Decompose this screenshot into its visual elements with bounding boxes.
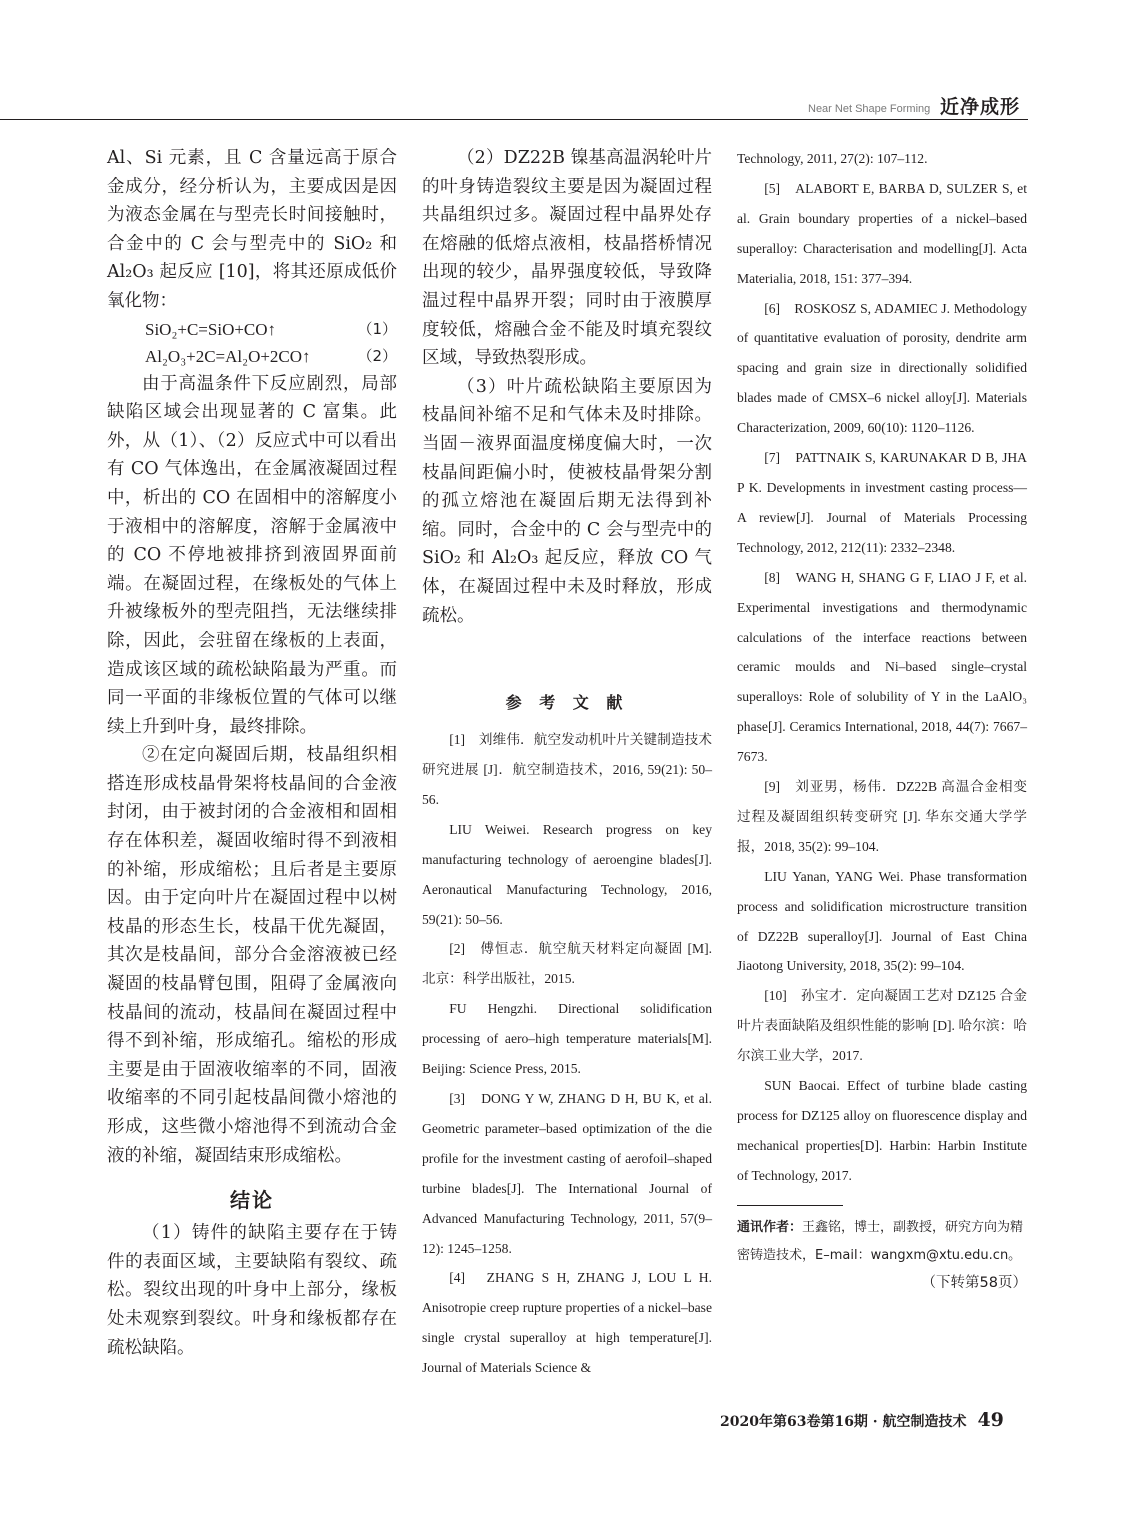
column-3 [737, 144, 1027, 1296]
page-footer [720, 1409, 1004, 1431]
reference-3: [3] DONG Y W, ZHANG D H, BU K, et al. Geometric parameter–based optimization of the die profile for the investment casting of aerofoil–shaped turbine blades[J]. The International Journal of Advanced Manufacturing Technology, 2011, 57(9–12): 1245–1258. [422, 1090, 712, 1256]
note-label: 通讯作者： [737, 1219, 803, 1235]
page-number: 49 [977, 1409, 1004, 1431]
reference-7: [7] PATTNAIK S, KARUNAKAR D B, JHA P K. Developments in investment casting process—A review[J]. Journal of Materials Processing Technology, 2012, 212(11): 2332–2348. [737, 450, 1027, 555]
equation-text: Al₂O₃+2C=Al₂O+2CO↑ [145, 346, 311, 366]
equation-1 [107, 316, 397, 343]
reference-4-continued: Technology, 2011, 27(2): 107–112. [737, 151, 928, 166]
section-title-conclusion: 结论 [230, 1188, 274, 1213]
note-text: 王鑫铭，博士，副教授，研究方向为精密铸造技术，E–mail：wangxm@xtu.edu.cn。 [737, 1219, 1024, 1263]
footnote-rule [737, 1205, 843, 1206]
reference-9-en: LIU Yanan, YANG Wei. Phase transformation process and solidification microstructure transition of DZ22B superalloy[J]. Journal of East China Jiaotong University, 2018, 35(2): 99–104. [737, 868, 1027, 974]
journal-name-cn: 近净成形 [940, 96, 1021, 118]
header-rule [0, 119, 1028, 120]
reference-2: [2] 傅恒志．航空航天材料定向凝固 [M]. 北京：科学出版社，2015. [422, 941, 712, 987]
column-1 [107, 144, 397, 1362]
paragraph: 由于高温条件下反应剧烈，局部缺陷区域会出现显著的 C 富集。此外，从（1）、（2）反应式中可以看出有 CO 气体逸出，在金属液凝固过程中，析出的 CO 在固相中的溶解度小于液相中的溶解度，溶解于金属液中的 CO 不停地被排挤到液固界面前端。在凝固过程，在缘板处的气体上升被缘板外的型壳阻挡，无法继续排除，因此，会驻留在缘板的上表面，造成该区域的疏松缺陷最为严重。而同一平面的非缘板位置的气体可以继续上升到叶身，最终排除。 [107, 373, 397, 737]
paragraph: Al、Si 元素，且 C 含量远高于原合金成分，经分析认为，主要成因是因为液态金属在与型壳长时间接触时，合金中的 C 会与型壳中的 SiO₂ 和 Al₂O₃ 起反应 [10]，将其还原成低价氧化物： [107, 148, 397, 311]
reference-6: [6] ROSKOSZ S, ADAMIEC J. Methodology of quantitative evaluation of porosity, dendrite arm spacing and grain size in directionally solidified blades made of CMSX–6 nickel alloy[J]. Materials Characterization, 2009, 60(10): 1120–1126. [737, 300, 1027, 436]
reference-10-en: SUN Baocai. Effect of turbine blade casting process for DZ125 alloy on fluorescence display and mechanical properties[D]. Harbin: Harbin Institute of Technology, 2017. [737, 1078, 1027, 1183]
equation-2 [107, 343, 397, 370]
references-title: 参 考 文 献 [505, 693, 629, 713]
paragraph: （1）铸件的缺陷主要存在于铸件的表面区域，主要缺陷有裂纹、疏松。裂纹出现的叶身中上部分，缘板处未观察到裂纹。叶身和缘板都存在疏松缺陷。 [107, 1223, 397, 1358]
reference-5: [5] ALABORT E, BARBA D, SULZER S, et al. Grain boundary properties of a nickel–based superalloy: Characterisation and modelling[J]. Acta Materialia, 2018, 151: 377–394. [737, 180, 1027, 286]
equation-number: （2） [357, 346, 397, 365]
paragraph: ②在定向凝固后期，枝晶组织相搭连形成枝晶骨架将枝晶间的合金液封闭，由于被封闭的合金液相和固相存在体积差，凝固收缩时得不到液相的补缩，形成缩松；且后者是主要原因。由于定向叶片在凝固过程中以树枝晶的形态生长，枝晶干优先凝固，其次是枝晶间，部分合金溶液被已经凝固的枝晶臂包围，阻碍了金属液向枝晶间的流动，枝晶间在凝固过程中得不到补缩，形成缩孔。缩松的形成主要是由于固液收缩率的不同，固液收缩率的不同引起枝晶间微小熔池的形成，这些微小熔池得不到流动合金液的补缩，凝固结束形成缩松。 [107, 745, 397, 1166]
issue-info: 2020年第63卷第16期 · 航空制造技术 [720, 1414, 967, 1430]
reference-8: [8] WANG H, SHANG G F, LIAO J F, et al. Experimental investigations and thermodynamic calculations of the interface reactions between ceramic moulds and Ni–based single–crystal superalloys: Role of solubility of Y in the LaAlO₃ phase[J]. Ceramics International, 2018, 44(7): 7667–7673. [737, 569, 1027, 765]
reference-1: [1] 刘维伟．航空发动机叶片关键制造技术研究进展 [J]．航空制造技术，2016, 59(21): 50–56. [422, 732, 712, 807]
reference-1-en: LIU Weiwei. Research progress on key manufacturing technology of aeroengine blades[J]. Aeronautical Manufacturing Technology, 2016, 59(21): 50–56. [422, 821, 712, 927]
corresponding-author-note [737, 1214, 1027, 1270]
paragraph: （2）DZ22B 镍基高温涡轮叶片的叶身铸造裂纹主要是因为凝固过程共晶组织过多。凝固过程中晶界处存在熔融的低熔点液相，枝晶搭桥情况出现的较少，晶界强度较低，导致降温过程中晶界开裂；同时由于液膜厚度较低，熔融合金不能及时填充裂纹区域，导致热裂形成。 [422, 148, 712, 369]
paragraph: （3）叶片疏松缺陷主要原因为枝晶间补缩不足和气体未及时排除。当固－液界面温度梯度偏大时，一次枝晶间距偏小时，使被枝晶骨架分割的孤立熔池在凝固后期无法得到补缩。同时，合金中的 C 会与型壳中的 SiO₂ 和 Al₂O₃ 起反应，释放 CO 气体，在凝固过程中未及时释放，形成疏松。 [422, 376, 712, 626]
reference-4: [4] ZHANG S H, ZHANG J, LOU L H. Anisotropie creep rupture properties of a nickel–base single crystal superalloy at high temperature[J]. Journal of Materials Science & [422, 1270, 712, 1376]
equation-text: SiO₂+C=SiO+CO↑ [145, 319, 277, 339]
equation-number: （1） [357, 319, 397, 338]
column-2 [422, 144, 712, 1383]
reference-9: [9] 刘亚男，杨伟．DZ22B 高温合金相变过程及凝固组织转变研究 [J]. 华东交通大学学报，2018, 35(2): 99–104. [737, 779, 1027, 854]
journal-name-en: Near Net Shape Forming [808, 103, 931, 115]
reference-2-en: FU Hengzhi. Directional solidification processing of aero–high temperature materials[M]. Beijing: Science Press, 2015. [422, 1001, 712, 1077]
continued-on-page: （下转第58页） [921, 1274, 1027, 1291]
reference-10: [10] 孙宝才．定向凝固工艺对 DZ125 合金叶片表面缺陷及组织性能的影响 [D]. 哈尔滨：哈尔滨工业大学，2017. [737, 988, 1027, 1064]
